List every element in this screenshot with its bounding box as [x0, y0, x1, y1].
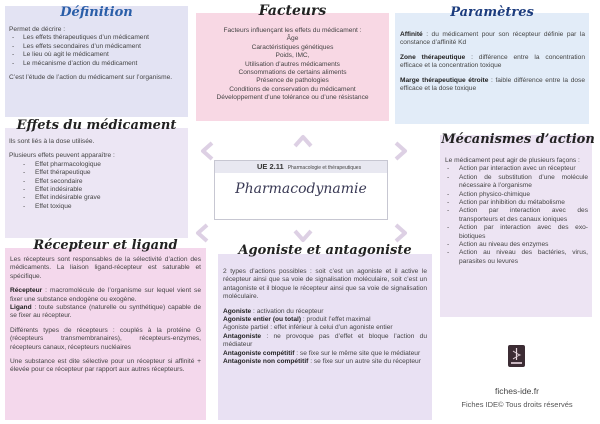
agoniste-intro: 2 types d’actions possibles : soit c’est un agoniste et il active le récepteur ainsi que sa voie de signalisation moléculaire, soit c’est un antagoniste et il bloque le récepteur ainsi que sa voie de signalisation moléculaire. — [223, 268, 427, 301]
list-item: - Le lieu où agit le médicament — [9, 51, 184, 59]
parametre-term: Zone thérapeutique — [400, 53, 466, 61]
list-item: Conditions de conservation du médicament — [229, 85, 356, 93]
list-item: - Action au niveau des enzymes — [445, 241, 588, 249]
definition-intro: Permet de décrire : — [9, 26, 66, 33]
ue-band — [215, 161, 387, 173]
list-item: - Action par inhibition du métabolisme — [445, 199, 588, 207]
effets-list — [9, 161, 184, 211]
fiches-ide-logo — [508, 345, 525, 367]
agoniste-text: : ne provoque pas d’effet et bloque l’action du médiateur — [223, 332, 427, 349]
facteurs-intro: Facteurs influençant les effets du médicament : — [223, 27, 362, 34]
parametre-text: : différence entre la concentration efficace et la concentration toxique — [400, 53, 585, 70]
recepteur-term: Récepteur — [10, 287, 43, 295]
recepteur-p1: Les récepteurs sont responsables de la sélectivité d’action des médicaments. La liaison ligand-récepteur est saturable et spécifique. — [10, 256, 201, 280]
definition-summary: C’est l’étude de l’action du médicament sur l’organisme. — [9, 74, 173, 82]
parametres-box — [395, 13, 589, 124]
parametre-term: Affinité — [400, 31, 423, 38]
parametre-zone — [400, 54, 585, 71]
list-item: - Action par interaction avec un récepteur — [445, 165, 588, 173]
ligand-definition — [10, 304, 201, 321]
parametre-marge — [400, 77, 585, 94]
recepteur-box — [5, 248, 206, 420]
agoniste-item — [223, 316, 427, 324]
list-item: - Effet secondaire — [9, 178, 184, 186]
ue-code: UE 2.11 — [257, 162, 284, 171]
arrow-up-icon — [292, 133, 314, 149]
list-item: Développement d’une tolérance ou d’une résistance — [216, 94, 369, 102]
parametre-term: Marge thérapeutique étroite — [400, 76, 489, 84]
definition-list — [9, 34, 184, 68]
facteurs-box — [196, 13, 389, 121]
list-item: Consommations de certains aliments — [238, 69, 347, 77]
recepteur-selectivite: Une substance est dite sélective pour un récepteur si affinité + élevée pour ce récepteur par rapport aux autres récepteurs. — [10, 358, 201, 374]
definition-title: Définition — [60, 5, 133, 20]
list-item: - Effet indésirable — [9, 186, 184, 194]
definition-box — [5, 6, 188, 117]
list-item: - Action au niveau des bactéries, virus, parasites ou levures — [445, 249, 588, 266]
arrow-right-icon — [392, 140, 410, 162]
effets-line-2: Plusieurs effets peuvent apparaître : — [9, 152, 115, 160]
effets-box — [5, 128, 188, 238]
list-item: Âge — [286, 35, 299, 43]
copyright: Fiches IDE© Tous droits réservés — [461, 400, 573, 409]
list-item: - Action physico-chimique — [445, 191, 588, 199]
agoniste-text: : activation du récepteur — [251, 307, 324, 315]
effets-line-1: Ils sont liés à la dose utilisée. — [9, 138, 95, 145]
agoniste-item — [223, 350, 427, 358]
list-item: - Effet indésirable grave — [9, 194, 184, 202]
list-item: - Action par interaction avec des transporteurs et des canaux ioniques — [445, 207, 588, 224]
list-item: Utilisation d’autres médicaments — [245, 60, 340, 68]
ligand-text: : toute substance (naturelle ou synthétique) capable de se fixer au récepteur. — [10, 304, 201, 320]
agoniste-term: Agoniste entier (ou total) — [223, 316, 302, 324]
list-item: - Les effets secondaires d’un médicament — [9, 43, 184, 51]
list-item: - Effet thérapeutique — [9, 169, 184, 177]
agoniste-term: Antagoniste non compétitif — [223, 358, 309, 366]
ue-subtitle: Pharmacologie et thérapeutiques — [287, 165, 362, 171]
agoniste-item — [223, 333, 427, 350]
agoniste-item — [223, 358, 427, 366]
list-item: - Action de substitution d’une molécule nécessaire à l’organisme — [445, 174, 588, 191]
parametres-title: Paramètres — [450, 5, 534, 20]
parametre-text: : du médicament pour son récepteur définie par la constance d’affinité Kd — [400, 31, 585, 47]
mecanismes-title: Mécanismes d’action — [441, 132, 595, 147]
agoniste-text: : se fixe sur le même site que le médiateur — [294, 349, 421, 357]
arrow-left-icon — [198, 140, 216, 162]
parametre-affinite — [400, 31, 585, 48]
mecanismes-list — [445, 165, 588, 266]
arrow-down-icon — [292, 228, 314, 244]
agoniste-text: : se fixe sur un autre site du récepteur — [308, 358, 421, 366]
ligand-term: Ligand — [10, 304, 32, 312]
agoniste-title: Agoniste et antagoniste — [238, 243, 412, 258]
agoniste-box — [218, 254, 432, 420]
list-item: - Les effets thérapeutiques d’un médicament — [9, 34, 184, 42]
mecanismes-intro: Le médicament peut agir de plusieurs façons : — [445, 157, 580, 164]
facteurs-title: Facteurs — [258, 3, 327, 19]
recepteur-definition — [10, 287, 201, 304]
parametre-text: : faible différence entre la dose efficace et la dose toxique — [400, 76, 585, 93]
agoniste-term: Antagoniste — [223, 332, 262, 340]
agoniste-term: Antagoniste compétitif — [223, 349, 295, 357]
effets-title: Effets du médicament — [16, 118, 177, 133]
list-item: Poids, IMC, — [275, 52, 310, 60]
list-item: - Effet toxique — [9, 203, 184, 211]
agoniste-term: Agoniste — [223, 307, 252, 315]
arrow-left-icon — [193, 222, 211, 244]
list-item: - Action par interaction avec des exo-biotiques — [445, 224, 588, 241]
recepteur-text: : macromolécule de l’organisme sur lequel vient se fixer une substance endogène ou exogène. — [10, 287, 201, 303]
agoniste-item — [223, 308, 427, 316]
agoniste-item — [223, 324, 427, 332]
arrow-right-icon — [392, 222, 410, 244]
mecanismes-box — [440, 135, 592, 317]
page-title: Pharmacodynamie — [235, 181, 367, 197]
recepteur-types: Différents types de récepteurs : couplés à la protéine G (récepteurs transmembranaires), récepteurs-enzymes, récepteurs canaux, récepteurs nucléaires — [10, 326, 201, 351]
list-item: Présence de pathologies — [256, 77, 329, 85]
list-item: - Effet pharmacologique — [9, 161, 184, 169]
agoniste-text: : produit l’effet maximal — [301, 316, 371, 324]
recepteur-title: Récepteur et ligand — [33, 238, 178, 253]
agoniste-text: Agoniste partiel : effet inférieur à celui d’un agoniste entier — [223, 324, 393, 332]
center-title-box — [214, 160, 388, 220]
list-item: Caractéristiques génétiques — [251, 43, 334, 51]
list-item: - Le mécanisme d’action du médicament — [9, 60, 184, 68]
site-name[interactable]: fiches-ide.fr — [495, 386, 539, 396]
